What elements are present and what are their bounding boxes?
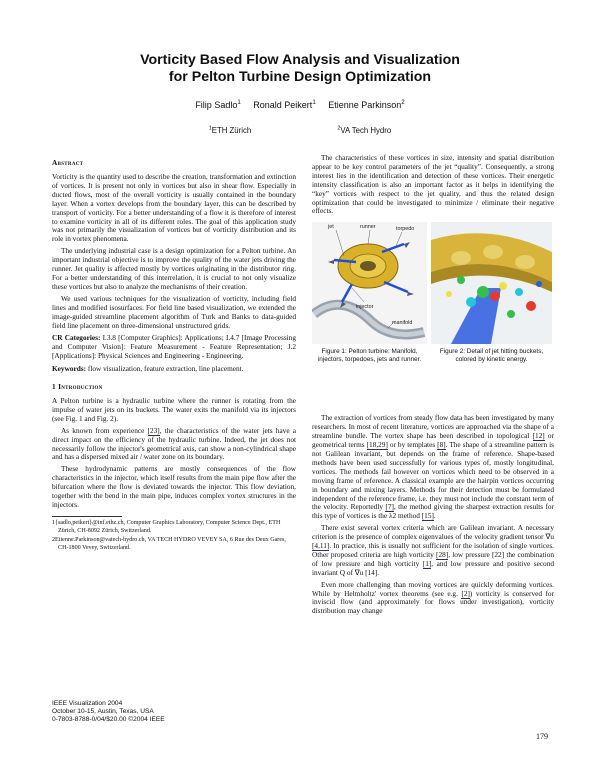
intro-paragraph: A Pelton turbine is a hydraulic turbine where the runner is rotating from the impulse of water jets on its buckets. The water exits the manifold via its injectors (see Fig. 1 and Fig. 2).: [52, 396, 296, 423]
footnote-rule: [52, 516, 122, 517]
figure-label: jet: [328, 224, 334, 231]
page-number: 179: [536, 732, 548, 741]
citation-link[interactable]: [4,11]: [312, 541, 330, 551]
figure-label: torpedo: [396, 226, 415, 233]
citation-link[interactable]: [7]: [385, 502, 394, 512]
body-paragraph: The characteristics of these vortices in size, intensity and spatial distribution appear to be key control parameters of the jet “quality”. Consequently, a strong interest lies in the identification and detection of these vortices. Their energetic intensity classification is also an important factor as it helps in identifying the “key” vortices with respect to the jet quality, and thus the related design optimization that could be investigated to minimize / eliminate their negative effects.: [312, 153, 554, 216]
author: Filip Sadlo$^1$: [195, 99, 241, 110]
citation-link[interactable]: [1]: [422, 558, 432, 568]
body-paragraph: The extraction of vortices from steady flow data has been investigated by many researchers. In most of recent literature, vortices are approached via the shape of a streamline bundle. The vortex shape has been described in topological [12] or geometrical terms [18,29] or by templates [8]. The shape of a streamline pattern is not Galilean invariant, but depends on the frame of reference. Shape-based methods have been used successfully for various types of, mostly longitudinal, vortices. The methods fail however on vortices which need to be observed in a moving frame of reference. A classical example are the hairpin vortices occurring in boundary and mixing layers. Methods for their detection must be formulated independent of the reference frame, i.e. they must not include the constant term of the velocity. Reportedly [7], the method giving the sharpest extraction results for this type of vortices is the λ2 method [15].: [312, 413, 555, 521]
citation-link[interactable]: [18,29]: [366, 440, 388, 450]
conference-info: IEEE Visualization 2004 October 10-15, Austin, Texas, USA 0-7803-8788-0/04/$20.00 ©2004 IEEE: [52, 700, 165, 724]
intro-paragraph: These hydrodynamic patterns are mostly consequences of the flow characteristics in the injector, which itself results from the main pipe flow after the bifurcation where the flow is deviated towards the injector. This flow deviation, together with the bend in the main pipe, induces complex vortex structures in the injectors.: [52, 464, 296, 509]
citation-link[interactable]: [12]: [532, 431, 545, 441]
citation-link[interactable]: [2]: [461, 588, 470, 598]
affiliation: $^1$ETH Zürich: [208, 125, 252, 135]
figure-row: [312, 222, 554, 410]
figure-2-image: [431, 222, 552, 344]
figure-label: injector: [356, 304, 374, 311]
figure-2-caption: Figure 2: Detail of jet hitting buckets, colored by kinetic energy.: [439, 348, 544, 364]
abstract-paragraph: We used various techniques for the visualization of vorticity, including field lines and modified isosurfaces. For field line based visualization, we extended the image-guided streamline placement algorithm of Turk and Banks to data-guided field line placement on three-dimensional unstructured grids.: [52, 293, 296, 330]
section-heading-introduction: 1 Introduction: [52, 382, 103, 392]
intro-paragraph: As known from experience [23], the characteristics of the water jets have a direct impact on the efficiency of the hydraulic turbine. Indeed, the jet does not necessarily follow the injector's geometrical axis, can show a non-cylindrical shape and has a dispersed mixed air / water zone on its boundary.: [52, 425, 296, 462]
citation-link[interactable]: [8]: [437, 440, 446, 450]
figure-1-caption: Figure 1: Pelton turbine: Manifold, injectors, torpedoes, jets and runner.: [317, 348, 422, 364]
title-line-1: Vorticity Based Flow Analysis and Visualization: [140, 52, 460, 68]
author-list: [60, 100, 540, 110]
affiliation-list: [60, 126, 540, 135]
footnote: 1{sadlo,peikert}@inf.ethz.ch, Computer Graphics Laboratory, Computer Science Dept., ETH Zürich, CH-8092 Zürich, Switzerland.: [52, 519, 281, 534]
left-column: [52, 154, 296, 554]
citation-link[interactable]: [28]: [436, 549, 449, 559]
author: Etienne Parkinson$^2$: [328, 99, 405, 110]
footnote: 2Etienne.Parkinson@vatech-hydro.ch, VA TECH HYDRO VEVEY SA, 6 Rue des Deux Gares, CH-1800 Vevey, Switzerland.: [52, 537, 286, 551]
jet-buckets-illustration: [431, 222, 552, 344]
body-paragraph: There exist several vortex criteria which are Galilean invariant. A necessary criterion is the presence of complex eigenvalues of the velocity gradient tensor ∇u [4,11]. In practice, this is usually not sufficient for the isolation of single vortices. Other proposed criteria are high vorticity [28], low pressure [22] the combination of low pressure and high vorticity [1], and low pressure and positive second invariant Q of ∇u [14].: [312, 523, 554, 577]
cr-categories: CR Categories: I.3.8 [Computer Graphics]: Applications; I.4.7 [Image Processing and Computer Vision]: Feature Measurement - Feature Representation; J.2 [Applications]: Physical Sciences and Engineering - Engineering.: [52, 333, 296, 361]
figure-label: runner: [360, 224, 376, 231]
body-paragraph: Even more challenging than moving vortices are quickly deforming vortices. While by Helmholtz' vortex theorems (see e.g. [2]) vorticity is conserved for inviscid flow (and approximately for flows under investigation), vorticity distribution may change: [312, 579, 554, 616]
paper-title: [60, 52, 540, 86]
figure-1-image: [312, 222, 427, 344]
keywords: Keywords: flow visualization, feature extraction, line placement.: [52, 364, 244, 374]
citation-link[interactable]: [23]: [147, 425, 160, 435]
abstract-paragraph: The underlying industrial case is a design optimization for a Pelton turbine. An important industrial objective is to improve the quality of the water jets driving the runner. Jet quality is affected mostly by vortices originating in the distributor ring. For a better understanding of this interrelation, it is crucial to not only visualize these vortices but also to analyze the mechanisms of their creation.: [52, 246, 296, 291]
citation-link[interactable]: [15]: [421, 511, 434, 521]
figure-label: manifold: [392, 320, 413, 327]
abstract-heading: Abstract: [52, 158, 84, 167]
author: Ronald Peikert$^1$: [253, 99, 316, 110]
affiliation: $^2$VA Tech Hydro: [337, 125, 392, 135]
right-column: [312, 154, 554, 619]
abstract-paragraph: Vorticity is the quantity used to describe the creation, transformation and extinction of vortices. It is present not only in vortices but also in shear flow. Especially in ducted flows, most of the overall vorticity is usually contained in the boundary layer. When a vortex develops from the boundary layer, this can be described by transport of vorticity. For a better understanding of a flow it is therefore of interest to examine vorticity in all of its different roles. The goal of this application study was not primarily the visualization of vortices but of vorticity distribution and its role in vortex phenomena.: [52, 172, 296, 244]
title-line-2: for Pelton Turbine Design Optimization: [168, 69, 432, 85]
